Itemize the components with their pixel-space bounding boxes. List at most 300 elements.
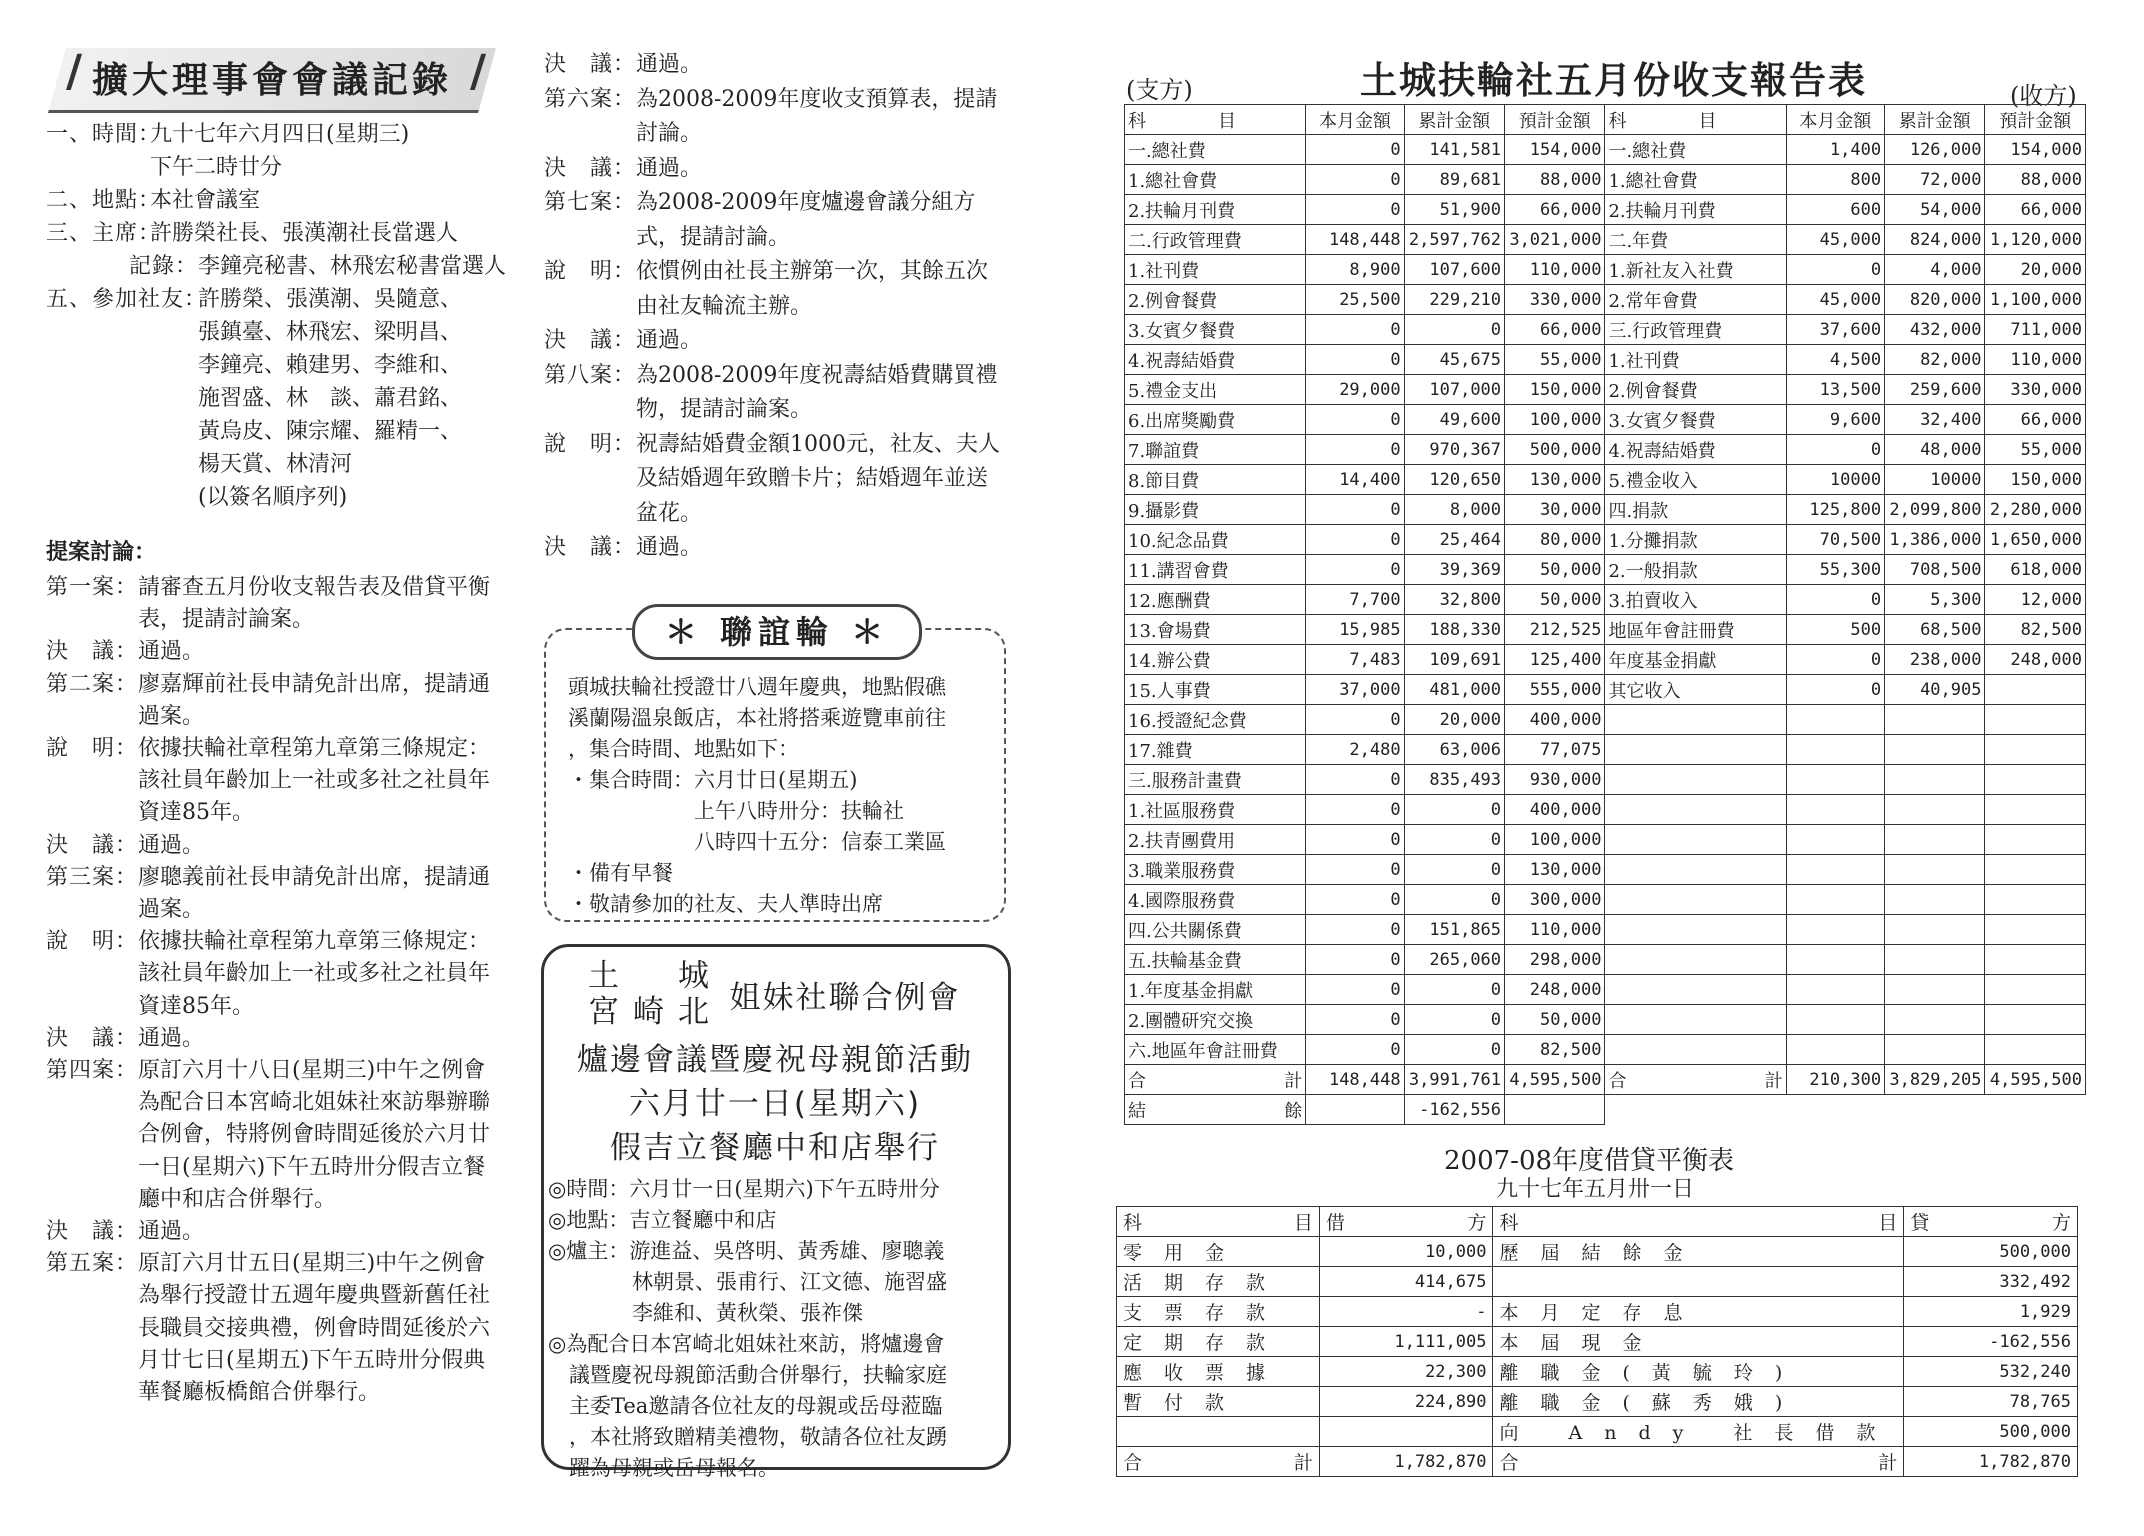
table-cell: 0 [1404,885,1504,915]
table-cell: 2.常年會費 [1605,285,1786,315]
table-cell: 1.年度基金捐獻 [1125,975,1306,1005]
line-text: 祝壽結婚費金額1000元，社友、夫人 [636,431,1000,457]
column-header: 累計金額 [1404,105,1504,135]
table-row [1125,1005,2086,1035]
table-cell [1605,975,1786,1005]
table-row [1125,225,2086,255]
table-row [1125,285,2086,315]
column-header: 預計金額 [1505,105,1605,135]
total-label: 合 計 [1125,1065,1306,1095]
table-cell: 25,500 [1306,285,1404,315]
table-cell: 3.職業服務費 [1125,855,1306,885]
meeting-detail-line: 林朝景、張甫行、江文德、施習盛 [548,1270,947,1294]
line-text: 過案。 [138,897,205,923]
meeting-info [46,118,506,514]
meeting-info-line [46,349,506,382]
table-cell [1786,765,1884,795]
line-text: 為舉行授證廿五週年慶典暨新舊任社 [138,1283,491,1309]
table-cell: 49,600 [1404,405,1504,435]
proposal-line [46,1248,490,1280]
table-cell: 50,000 [1505,555,1605,585]
table-row [1125,795,2086,825]
table-cell: 80,000 [1505,525,1605,555]
table-cell: 16.授證紀念費 [1125,705,1306,735]
table-cell: 50,000 [1505,1005,1605,1035]
proposal-line [544,359,1000,394]
meeting-detail-line: 躍為母親或岳母報名。 [548,1456,779,1480]
table-row [1125,255,2086,285]
meeting-detail-line: 議暨慶祝母親節活動合併舉行，扶輪家庭 [548,1363,947,1387]
table-cell: 0 [1306,825,1404,855]
line-label: 決 議： [46,639,139,665]
table-cell: 0 [1306,435,1404,465]
table-cell [1985,915,2086,945]
table-cell: 259,600 [1885,375,1985,405]
table-cell: 107,600 [1404,255,1504,285]
friendship-line: ・敬請參加的社友、夫人準時出席 [568,892,883,916]
table-cell: 14,400 [1306,465,1404,495]
table-cell: 13,500 [1786,375,1884,405]
table-cell: 330,000 [1985,375,2086,405]
table-cell: 229,210 [1404,285,1504,315]
line-text: 廖嘉輝前社長申請免計出席，提請通 [138,671,491,697]
table-cell: 248,000 [1985,645,2086,675]
table-cell: 1,782,870 [1319,1447,1493,1477]
table-cell: 600 [1786,195,1884,225]
table-cell: 3.女賓夕餐費 [1125,315,1306,345]
line-text: 李鐘亮、賴建男、李維和、 [198,353,463,378]
table-cell: 100,000 [1505,405,1605,435]
line-text: 原訂六月十八日(星期三)中午之例會 [138,1058,486,1084]
table-cell: 二.行政管理費 [1125,225,1306,255]
table-cell: 應收票據 [1117,1357,1320,1387]
table-cell: 歷屆結餘金 [1493,1237,1904,1267]
line-text: 物，提請討論案。 [636,397,813,422]
table-cell [1786,945,1884,975]
line-label: 說 明： [46,929,139,955]
line-text: 為2008-2009年度祝壽結婚費購買禮 [636,362,998,388]
proposal-line [544,48,1000,83]
table-cell: 0 [1306,975,1404,1005]
table-cell [1885,795,1985,825]
meeting-title: 姐妹社聯合例會 [729,980,961,1016]
line-text: 華餐廳板橋館合併舉行。 [138,1380,381,1406]
table-cell: 0 [1306,165,1404,195]
table-row [1125,915,2086,945]
table-cell: 3,021,000 [1505,225,1605,255]
line-text: 通過。 [636,52,703,77]
table-cell: 10000 [1786,465,1884,495]
table-cell: 0 [1404,1005,1504,1035]
table-cell: 一.總社費 [1125,135,1306,165]
table-cell: 2.扶輪月刊費 [1605,195,1786,225]
table-cell: 130,000 [1505,465,1605,495]
table-row [1125,585,2086,615]
table-cell [1605,885,1786,915]
table-row [1125,705,2086,735]
table-cell: 110,000 [1985,345,2086,375]
table-row [1125,735,2086,765]
table-cell: 708,500 [1885,555,1985,585]
meeting-detail-line: ，本社將致贈精美禮物，敬請各位社友踴 [548,1425,947,1449]
line-text: 張鎮臺、林飛宏、梁明昌、 [198,320,463,345]
table-cell: 10000 [1885,465,1985,495]
line-text: 通過。 [138,1219,205,1245]
table-cell: 7,483 [1306,645,1404,675]
club-miyazaki: 宮崎北 [588,994,723,1030]
table-cell: 地區年會註冊費 [1605,615,1786,645]
table-cell [1985,765,2086,795]
table-cell: 0 [1404,795,1504,825]
table-cell: 15.人事費 [1125,675,1306,705]
proposal-line [544,83,1000,118]
table-cell: 0 [1306,135,1404,165]
table-cell [1605,795,1786,825]
table-cell: 12,000 [1985,585,2086,615]
expense-tag: (支方) [1126,76,1193,104]
proposal-line [46,1345,490,1377]
line-text: 資達85年。 [138,800,254,826]
table-row [1125,765,2086,795]
table-cell: 本月定存息 [1493,1297,1904,1327]
table-cell: 2,480 [1306,735,1404,765]
table-cell: 481,000 [1404,675,1504,705]
proposal-line [544,462,1000,497]
line-label: 決 議： [46,1219,139,1245]
table-cell: 265,060 [1404,945,1504,975]
table-cell: 4.祝壽結婚費 [1125,345,1306,375]
table-row [1117,1267,2078,1297]
table-cell: 25,464 [1404,525,1504,555]
table-row [1125,975,2086,1005]
line-label: 說 明： [544,259,637,284]
proposal-line [46,958,490,990]
table-cell: 29,000 [1306,375,1404,405]
line-label: 三、主席： [46,221,162,246]
table-row [1125,885,2086,915]
table-cell: 3.女賓夕餐費 [1605,405,1786,435]
table-cell: 活期存款 [1117,1267,1320,1297]
table-cell: 2.一般捐款 [1605,555,1786,585]
table-cell: 4.國際服務費 [1125,885,1306,915]
table-cell: 1.新社友入社費 [1605,255,1786,285]
total-label: 合 計 [1493,1447,1904,1477]
table-cell: 45,675 [1404,345,1504,375]
meeting-subtitle: 爐邊會議暨慶祝母親節活動 [577,1042,973,1078]
friendship-line: ・備有早餐 [568,861,673,885]
table-cell [1786,795,1884,825]
table-cell: 0 [1404,975,1504,1005]
proposal-line [544,186,1000,221]
line-text: 表，提請討論案。 [138,607,315,633]
club-tucheng: 土 城 [588,958,723,994]
table-cell: 1,400 [1786,135,1884,165]
table-cell: 148,448 [1306,1065,1404,1095]
meeting-detail-line: ◎地點：吉立餐廳中和店 [548,1208,777,1232]
table-cell [1985,885,2086,915]
table-cell: 130,000 [1505,855,1605,885]
proposal-line [544,117,1000,152]
table-cell: 555,000 [1505,675,1605,705]
line-text: 為2008-2009年度爐邊會議分組方 [636,190,976,215]
proposal-line [544,324,1000,359]
table-header [1117,1207,2078,1237]
table-cell: 0 [1404,825,1504,855]
table-cell [1605,855,1786,885]
table-cell: 0 [1306,315,1404,345]
proposal-list [46,572,490,1409]
table-row [1117,1387,2078,1417]
table-cell: 100,000 [1505,825,1605,855]
table-cell [1786,1005,1884,1035]
table-cell: 45,000 [1786,285,1884,315]
table-cell: 400,000 [1505,795,1605,825]
table-cell [1605,765,1786,795]
meeting-info-line [46,382,506,415]
empty-cell [1505,1095,1605,1125]
table-cell: 8,000 [1404,495,1504,525]
table-cell: 55,300 [1786,555,1884,585]
proposal-line [544,221,1000,256]
line-label: 第二案： [46,671,139,697]
meeting-info-line [46,217,506,250]
line-text: 資達85年。 [138,993,254,1019]
table-header [1125,105,2086,135]
meeting-info-line [46,316,506,349]
table-cell: 63,006 [1404,735,1504,765]
table-cell: 835,493 [1404,765,1504,795]
line-text: 及結婚週年致贈卡片；結婚週年並送 [636,466,989,491]
table-cell: 500,000 [1904,1237,2078,1267]
proposal-line [46,1377,490,1409]
table-cell [1885,885,1985,915]
proposal-line [544,497,1000,532]
table-cell: -162,556 [1904,1327,2078,1357]
line-text: 通過。 [138,1025,205,1051]
line-text: 通過。 [138,639,205,665]
table-row [1125,135,2086,165]
line-label: 說 明： [544,431,637,457]
column-header: 科 目 [1493,1207,1904,1237]
proposal-line [544,290,1000,325]
friendship-line: 八時四十五分：信泰工業區 [568,830,946,854]
table-cell: 0 [1306,1005,1404,1035]
proposal-line [46,991,490,1023]
proposal-line [544,152,1000,187]
meeting-info-line [46,151,506,184]
line-text: 施習盛、林 談、蕭君銘、 [198,386,463,411]
table-cell: 1,929 [1904,1297,2078,1327]
line-text: 長職員交接典禮，例會時間延後於六 [138,1315,491,1341]
table-cell: 1.社區服務費 [1125,795,1306,825]
total-label: 合 計 [1117,1447,1320,1477]
table-cell: 8.節目費 [1125,465,1306,495]
column-header: 預計金額 [1985,105,2086,135]
proposal-line [544,255,1000,290]
table-cell: 37,000 [1306,675,1404,705]
proposal-line [46,733,490,765]
income-tag: (收方) [2010,82,2077,110]
table-cell: 7,700 [1306,585,1404,615]
table-cell: 四.公共關係費 [1125,915,1306,945]
income-expense-table [1124,104,2086,1125]
table-cell [1786,885,1884,915]
meeting-info-line [46,250,506,283]
table-cell: 三.服務計畫費 [1125,765,1306,795]
proposal-line [46,1280,490,1312]
table-cell: 六.地區年會註冊費 [1125,1035,1306,1065]
table-cell: 66,000 [1985,195,2086,225]
line-text: 黃烏皮、陳宗耀、羅精一、 [198,419,463,444]
table-cell: 55,000 [1505,345,1605,375]
line-label: 一、時間： [46,122,162,147]
table-cell [1786,705,1884,735]
table-cell: 17.雜費 [1125,735,1306,765]
table-cell: 32,400 [1885,405,1985,435]
table-cell: 2.扶輪月刊費 [1125,195,1306,225]
table-cell: 66,000 [1505,195,1605,225]
table-cell: 824,000 [1885,225,1985,255]
table-cell: 1,386,000 [1885,525,1985,555]
proposal-line [544,531,1000,566]
table-cell: 50,000 [1505,585,1605,615]
table-cell: 0 [1306,405,1404,435]
line-text: 九十七年六月四日(星期三) [150,122,410,147]
proposal-list-continued [544,48,1000,566]
table-cell: 150,000 [1985,465,2086,495]
column-header: 借 方 [1319,1207,1493,1237]
total-row [1125,1065,2086,1095]
table-cell: 1.總社會費 [1605,165,1786,195]
table-cell [1885,1005,1985,1035]
table-cell [1885,1035,1985,1065]
table-cell: 0 [1404,1035,1504,1065]
table-row [1125,165,2086,195]
meeting-detail-line: 李維和、黃秋榮、張祚傑 [548,1301,863,1325]
line-label: 五、參加社友： [46,287,208,312]
table-row [1117,1357,2078,1387]
table-row [1125,495,2086,525]
proposal-line [46,669,490,701]
proposal-line [46,1023,490,1055]
table-cell: 51,900 [1404,195,1504,225]
line-text: 請審查五月份收支報告表及借貸平衡 [138,575,491,600]
table-cell: 0 [1786,585,1884,615]
table-cell [1605,735,1786,765]
table-cell: 定期存款 [1117,1327,1320,1357]
table-cell: 930,000 [1505,765,1605,795]
line-label: 說 明： [46,736,139,762]
table-cell: 一.總社費 [1605,135,1786,165]
line-text: 依據扶輪社章程第九章第三條規定： [138,736,491,762]
table-cell: 39,369 [1404,555,1504,585]
table-row [1125,615,2086,645]
table-cell: 82,500 [1505,1035,1605,1065]
table-cell: 7.聯誼費 [1125,435,1306,465]
table-cell: 10.紀念品費 [1125,525,1306,555]
table-cell: 1.社刊費 [1605,345,1786,375]
line-label: 決 議： [46,832,139,858]
table-cell: 0 [1306,525,1404,555]
table-cell: 20,000 [1985,255,2086,285]
proposal-line [46,862,490,894]
table-row [1125,825,2086,855]
table-cell: 0 [1306,1035,1404,1065]
table-cell: 2,280,000 [1985,495,2086,525]
proposal-line [46,604,490,636]
meeting-info-line [46,481,506,514]
table-cell: 0 [1306,195,1404,225]
line-text: 該社員年齡加上一社或多社之社員年 [138,961,491,987]
table-cell: 2.例會餐費 [1125,285,1306,315]
table-cell: 188,330 [1404,615,1504,645]
table-cell: 年度基金捐獻 [1605,645,1786,675]
table-cell [1605,915,1786,945]
table-cell: 10,000 [1319,1237,1493,1267]
table-cell: 四.捐款 [1605,495,1786,525]
column-header: 本月金額 [1786,105,1884,135]
proposal-line [46,894,490,926]
table-row [1125,675,2086,705]
meeting-details [548,1174,947,1484]
line-text: 式，提請討論。 [636,224,791,250]
table-cell: 298,000 [1505,945,1605,975]
table-cell: 0 [1306,555,1404,585]
meeting-detail-line: ◎為配合日本宮崎北姐妹社來訪，將爐邊會 [548,1332,945,1356]
table-cell: 0 [1306,345,1404,375]
total-label: 合 計 [1605,1065,1786,1095]
table-cell: 400,000 [1505,705,1605,735]
table-cell: 4,000 [1885,255,1985,285]
line-text: 通過。 [138,832,205,858]
meeting-date: 六月廿一日(星期六) [628,1086,922,1122]
table-cell: 13.會場費 [1125,615,1306,645]
table-cell: 離職金(黃毓玲) [1493,1357,1904,1387]
table-cell [1605,825,1786,855]
table-cell [1306,1095,1404,1125]
meeting-info-line [46,184,506,217]
table-cell: 77,075 [1505,735,1605,765]
line-text: 由社友輪流主辦。 [636,293,813,319]
table-cell: 532,240 [1904,1357,2078,1387]
table-cell [1885,975,1985,1005]
table-cell: 89,681 [1404,165,1504,195]
table-cell: 8,900 [1306,255,1404,285]
meeting-venue: 假吉立餐廳中和店舉行 [610,1130,940,1166]
table-cell [1985,1035,2086,1065]
table-cell: 126,000 [1885,135,1985,165]
table-cell: 141,581 [1404,135,1504,165]
line-label: 決 議： [544,52,637,77]
table-cell [1985,705,2086,735]
proposal-line [46,636,490,668]
table-cell: 0 [1786,255,1884,285]
table-cell: 1,100,000 [1985,285,2086,315]
table-row [1117,1237,2078,1267]
line-label: 第七案： [544,190,637,215]
table-cell: 1.總社會費 [1125,165,1306,195]
line-text: 李鐘亮秘書、林飛宏秘書當選人 [198,254,507,279]
table-cell: 5,300 [1885,585,1985,615]
table-cell: 248,000 [1505,975,1605,1005]
table-row [1125,855,2086,885]
table-row [1125,195,2086,225]
table-cell [1985,1005,2086,1035]
table-cell: 414,675 [1319,1267,1493,1297]
table-cell [1786,915,1884,945]
table-cell [1605,945,1786,975]
table-cell: 330,000 [1505,285,1605,315]
